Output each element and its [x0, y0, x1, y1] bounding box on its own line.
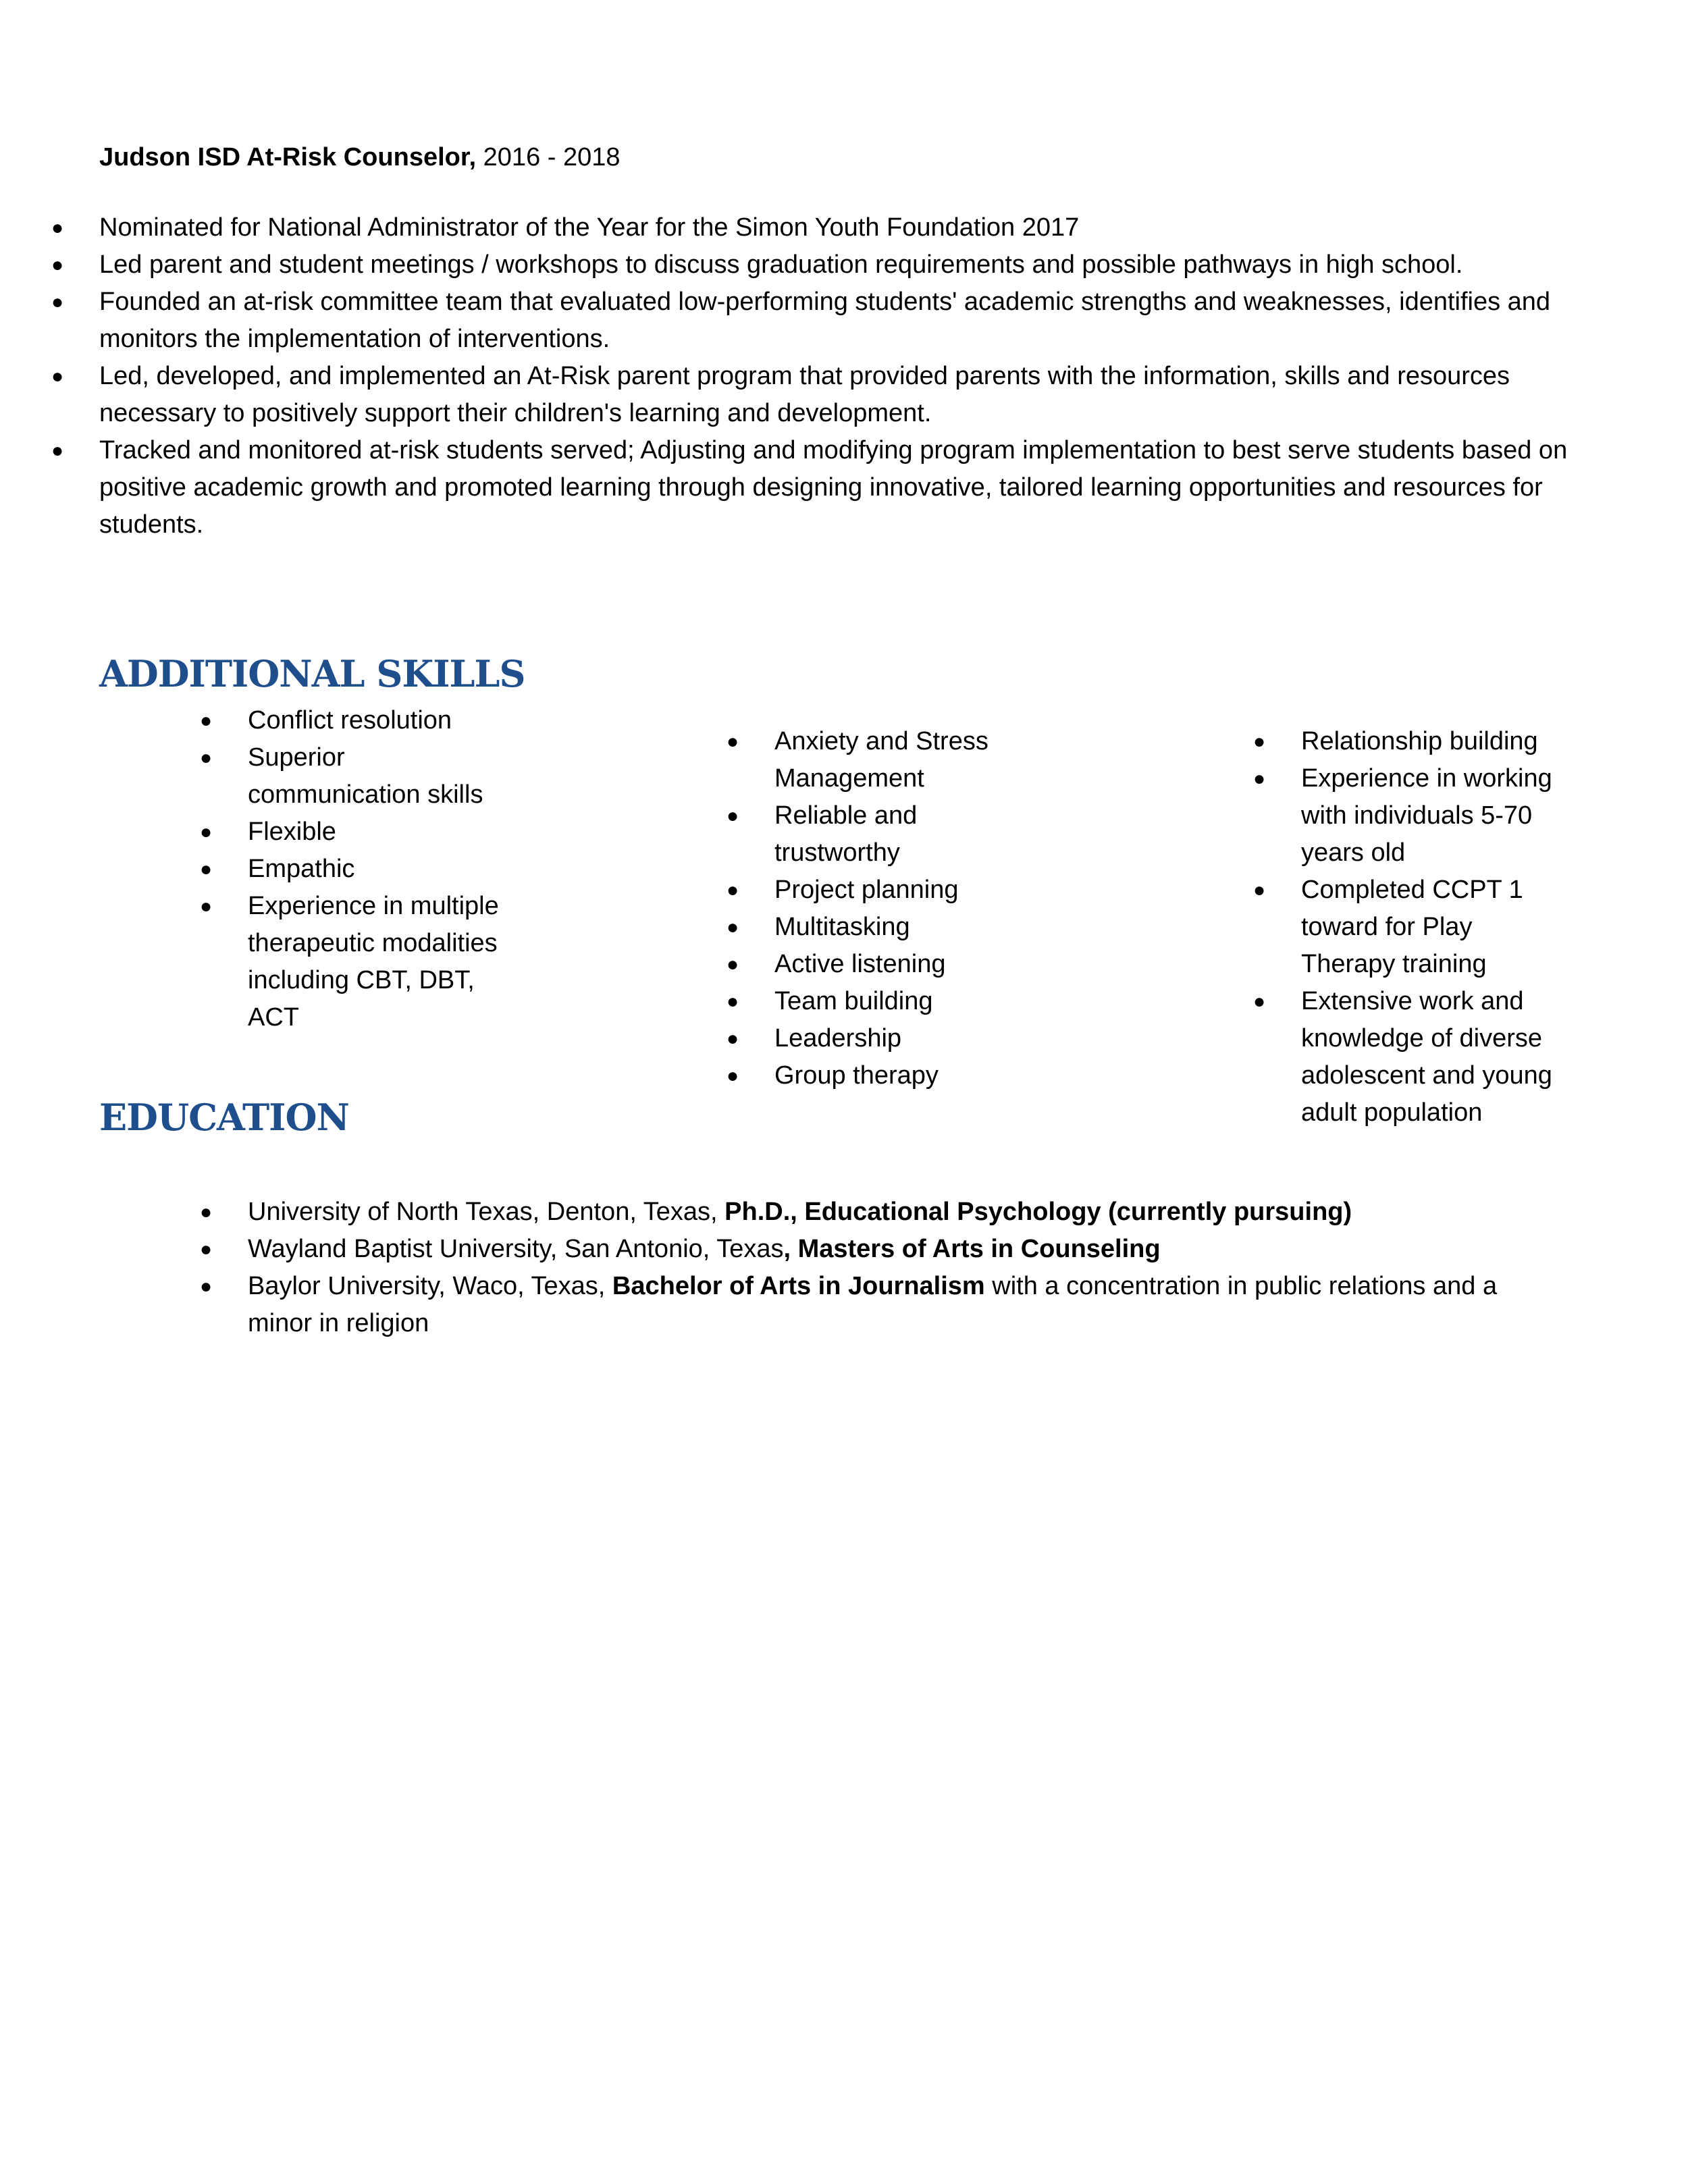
education-extra: with a concentration in public relations and a minor in religion	[248, 1272, 1498, 1337]
skills-heading: ADDITIONAL SKILLS	[99, 652, 525, 695]
education-list	[149, 1194, 1566, 1342]
education-school: Baylor University, Waco, Texas,	[248, 1272, 612, 1300]
job-bullet: ● Founded an at-risk committee team that evaluated low-performing students' academic strengths and weaknesses, identifies and monitors the implementation of interventions.	[0, 284, 1598, 358]
skill-item: ● Experience in working with individuals 5-70 years old	[1202, 760, 1553, 872]
job-title-line	[99, 139, 621, 176]
education-degree: , Masters of Arts in Counseling	[783, 1235, 1161, 1263]
skill-item: ● Active listening	[675, 946, 1026, 983]
skill-item: ● Empathic	[149, 851, 500, 888]
skill-item: ● Extensive work and knowledge of diverse adolescent and young adult population	[1202, 983, 1553, 1131]
job-bullet: ● Nominated for National Administrator of the Year for the Simon Youth Foundation 2017	[0, 209, 1598, 246]
job-bullet: ● Led, developed, and implemented an At-Risk parent program that provided parents with the information, skills and resources necessary to positively support their children's learning and development.	[0, 358, 1598, 432]
education-item	[149, 1268, 1566, 1342]
skill-item: ● Group therapy	[675, 1057, 1026, 1094]
job-bullet: ● Led parent and student meetings / workshops to discuss graduation requirements and possible pathways in high school.	[0, 246, 1598, 284]
skill-item: ● Project planning	[675, 872, 1026, 909]
education-heading: EDUCATION	[99, 1096, 349, 1139]
skill-item: ● Completed CCPT 1 toward for Play Therapy training	[1202, 872, 1553, 983]
skill-item: ● Flexible	[149, 814, 500, 851]
skills-column-2	[675, 723, 1026, 1094]
education-school: Wayland Baptist University, San Antonio, Texas	[248, 1235, 784, 1263]
skills-column-1	[149, 702, 500, 1036]
skill-item: ● Experience in multiple therapeutic modalities including CBT, DBT, ACT	[149, 888, 500, 1036]
job-bullet: ● Tracked and monitored at-risk students served; Adjusting and modifying program implementation to best serve students based on positive academic growth and promoted learning through designing innovative, tailored learning opportunities and resources for students.	[0, 432, 1598, 543]
skill-item: ● Anxiety and Stress Management	[675, 723, 1026, 797]
job-role: Judson ISD At-Risk Counselor,	[99, 143, 477, 171]
education-school: University of North Texas, Denton, Texas,	[248, 1198, 725, 1226]
skill-item: ● Relationship building	[1202, 723, 1553, 760]
education-degree: Ph.D., Educational Psychology (currently pursuing)	[724, 1198, 1352, 1226]
skills-column-3	[1202, 723, 1553, 1131]
education-item	[149, 1231, 1566, 1268]
skill-item: ● Team building	[675, 983, 1026, 1020]
education-degree: Bachelor of Arts in Journalism	[612, 1272, 985, 1300]
skill-item: ● Reliable and trustworthy	[675, 797, 1026, 872]
skill-item: ● Leadership	[675, 1020, 1026, 1057]
job-bullet-list	[99, 209, 1598, 543]
skill-item: ● Multitasking	[675, 909, 1026, 946]
job-dates: 2016 - 2018	[476, 143, 621, 171]
skill-item: ● Superior communication skills	[149, 739, 500, 814]
education-item	[149, 1194, 1566, 1231]
skill-item: ● Conflict resolution	[149, 702, 500, 739]
